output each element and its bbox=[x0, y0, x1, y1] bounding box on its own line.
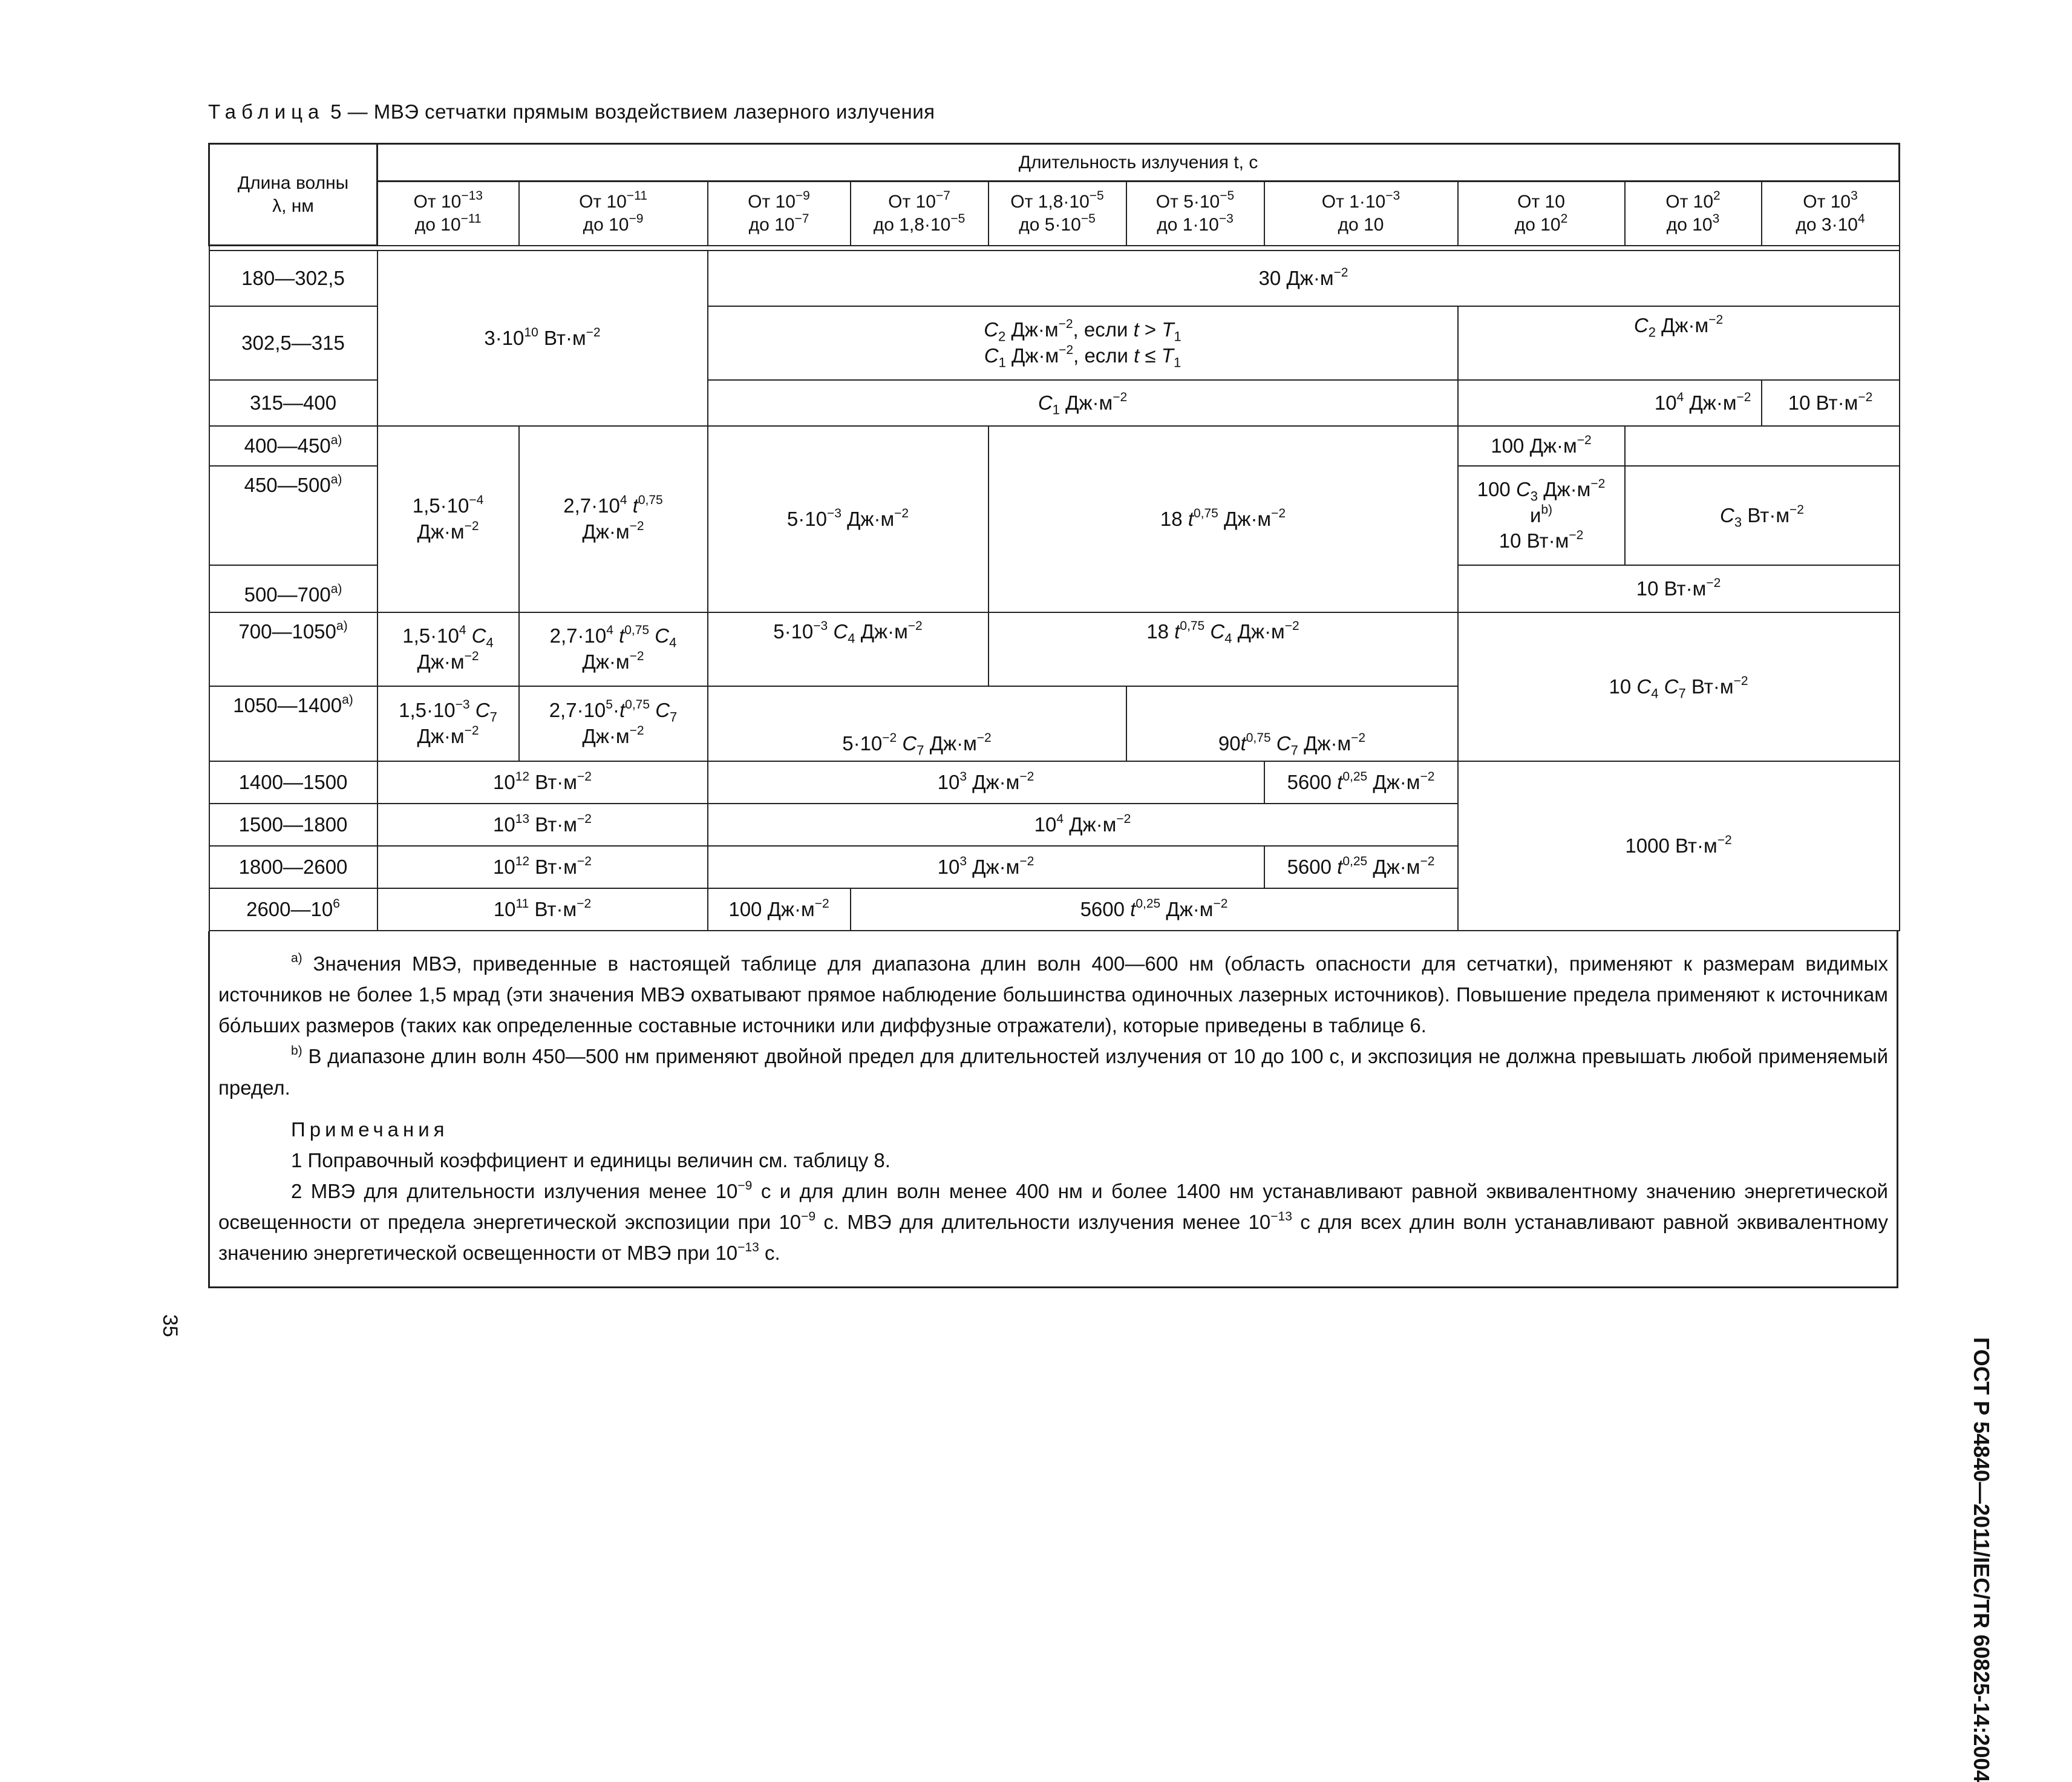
cell-c2-c1: $C_2$ $Дж\cdot м^{-2}$, если $t > T_1$ $C_1$ $Дж\cdot м^{-2}$, если $t \le T_1$ bbox=[708, 306, 1458, 380]
cell-1e3-dj-1400: $10^3$ $Дж\cdot м^{-2}$ bbox=[708, 761, 1264, 804]
row-label-180: 180—302,5 bbox=[209, 251, 377, 306]
row-label-1050: 1050—1400$^{a)}$ bbox=[209, 686, 377, 761]
header-col-9: От $10^2$ до $10^3$ bbox=[1625, 182, 1762, 246]
header-separator bbox=[209, 246, 1900, 251]
cell-5600-2600: 5600 $t^{0,25}$ $Дж\cdot м^{-2}$ bbox=[851, 888, 1458, 931]
header-col-6: От $5\cdot 10^{-5}$ до $1\cdot 10^{-3}$ bbox=[1126, 182, 1264, 246]
cell-5e-2-c7: $5\cdot 10^{-2}$ $C_7$ $Дж\cdot м^{-2}$ bbox=[708, 686, 1126, 761]
table-caption bbox=[208, 100, 935, 123]
header-col-7: От $1\cdot 10^{-3}$ до 10 bbox=[1264, 182, 1458, 246]
document-code: ГОСТ Р 54840—2011/IEC/TR 60825-14:2004 bbox=[1969, 1337, 1994, 1782]
cell-1-5e-3-c7: $1,5\cdot 10^{-3}$ $C_7$ $Дж\cdot м^{-2}$ bbox=[377, 686, 519, 761]
row-label-302: 302,5—315 bbox=[209, 306, 377, 380]
header-col-3: От $10^{-9}$ до $10^{-7}$ bbox=[708, 182, 851, 246]
cell-c2-right: $C_2$ $Дж\cdot м^{-2}$ bbox=[1458, 306, 1900, 380]
cell-100-dj-2600: 100 $Дж\cdot м^{-2}$ bbox=[708, 888, 851, 931]
cell-5600-1800: 5600 $t^{0,25}$ $Дж\cdot м^{-2}$ bbox=[1264, 846, 1458, 888]
table-notes bbox=[208, 931, 1898, 1288]
footnote-a: $^{a)}$ Значения МВЭ, приведенные в настоящей таблице для диапазона длин волн 400—600 нм (область опасности для сетчатки), применяют к размерам видимых источников не более 1,5 мрад (эти значения МВЭ охватывают прямое наблюдение большинства одиночных лазерных источников). Повышение предела применяют к источникам бо́льших размеров (таких как определенные составные источники или диффузные отражатели), которые приведены в таблице 6. bbox=[218, 951, 1888, 1037]
caption-label: Таблица bbox=[208, 100, 325, 123]
cell-1-5e-4: $1,5\cdot 10^{-4}$ $Дж\cdot м^{-2}$ bbox=[377, 426, 519, 612]
cell-c1-mid: $C_1$ $Дж\cdot м^{-2}$ bbox=[708, 380, 1458, 426]
footnote-b: $^{b)}$ В диапазоне длин волн 450—500 нм применяют двойной предел для длительностей излучения от 10 до 100 с, и экспозиция не должна превышать любой применяемый предел. bbox=[218, 1044, 1888, 1099]
cell-10-c4-c7: 10 $C_4$ $C_7$ $Вт\cdot м^{-2}$ bbox=[1458, 612, 1900, 761]
cell-1e4-dj-1500: $10^4$ $Дж\cdot м^{-2}$ bbox=[708, 804, 1458, 846]
header-col-2: От $10^{-11}$ до $10^{-9}$ bbox=[519, 182, 708, 246]
cell-empty-400 bbox=[1625, 426, 1900, 466]
cell-1e12-1400: $10^{12}$ $Вт\cdot м^{-2}$ bbox=[377, 761, 708, 804]
row-label-1400: 1400—1500 bbox=[209, 761, 377, 804]
row-label-450: 450—500$^{a)}$ bbox=[209, 466, 377, 565]
cell-1e3-dj-1800: $10^3$ $Дж\cdot м^{-2}$ bbox=[708, 846, 1264, 888]
cell-18t-c4: 18 $t^{0,75}$ $C_4$ $Дж\cdot м^{-2}$ bbox=[989, 612, 1458, 686]
header-col-1: От $10^{-13}$ до $10^{-11}$ bbox=[377, 182, 519, 246]
row-label-2600: $2600—10^6$ bbox=[209, 888, 377, 931]
cell-2-7e4-c4: $2,7\cdot 10^4$ $t^{0,75}$ $C_4$ $Дж\cdot м^{-2}$ bbox=[519, 612, 708, 686]
caption-title: — МВЭ сетчатки прямым воздействием лазерного излучения bbox=[347, 100, 935, 123]
cell-1e4-dj: $10^4$ $Дж\cdot м^{-2}$ bbox=[1458, 380, 1762, 426]
cell-5e-3: $5\cdot 10^{-3}$ $Дж\cdot м^{-2}$ bbox=[708, 426, 989, 612]
table-frame bbox=[208, 143, 1898, 1332]
caption-number: 5 bbox=[330, 100, 342, 123]
header-wavelength: Длина волны λ, нм bbox=[209, 144, 377, 246]
cell-1-5e4-c4: $1,5\cdot 10^4$ $C_4$ $Дж\cdot м^{-2}$ bbox=[377, 612, 519, 686]
header-col-10: От $10^3$ до $3\cdot 10^4$ bbox=[1762, 182, 1900, 246]
cell-c3-vt: $C_3$ $Вт\cdot м^{-2}$ bbox=[1625, 466, 1900, 565]
row-label-700: 700—1050$^{a)}$ bbox=[209, 612, 377, 686]
header-col-8: От 10 до $10^2$ bbox=[1458, 182, 1625, 246]
row-label-500: 500—700$^{a)}$ bbox=[209, 565, 377, 612]
cell-100-dj: 100 $Дж\cdot м^{-2}$ bbox=[1458, 426, 1625, 466]
cell-1000-vt: 1000 $Вт\cdot м^{-2}$ bbox=[1458, 761, 1900, 931]
header-duration: Длительность излучения t, с bbox=[377, 144, 1900, 182]
header-col-4: От $10^{-7}$ до $1,8\cdot 10^{-5}$ bbox=[851, 182, 989, 246]
row-label-400: 400—450$^{a)}$ bbox=[209, 426, 377, 466]
cell-5e-3-c4: $5\cdot 10^{-3}$ $C_4$ $Дж\cdot м^{-2}$ bbox=[708, 612, 989, 686]
cell-30-dj: 30 $Дж\cdot м^{-2}$ bbox=[708, 251, 1900, 306]
cell-90t-c7: $90t^{0,75}$ $C_7$ $Дж\cdot м^{-2}$ bbox=[1126, 686, 1458, 761]
cell-3e10: $3\cdot 10^{10}$ $Вт\cdot м^{-2}$ bbox=[377, 251, 708, 426]
note-2: 2 МВЭ для длительности излучения менее $10^{-9}$ с и для длин волн менее 400 нм и более 1400 нм устанавливают равной эквивалентному значению энергетической освещенности от предела энергетической экспозиции при $10^{-9}$ с. МВЭ для длительности излучения менее $10^{-13}$ с для всех длин волн устанавливают равной эквивалентному значению энергетической освещенности от МВЭ при $10^{-13}$ с. bbox=[218, 1178, 1888, 1265]
cell-1e11: $10^{11}$ $Вт\cdot м^{-2}$ bbox=[377, 888, 708, 931]
cell-1e13: $10^{13}$ $Вт\cdot м^{-2}$ bbox=[377, 804, 708, 846]
cell-10-vt-500: 10 $Вт\cdot м^{-2}$ bbox=[1458, 565, 1900, 612]
header-col-5: От $1,8\cdot 10^{-5}$ до $5\cdot 10^{-5}$ bbox=[989, 182, 1126, 246]
row-label-315: 315—400 bbox=[209, 380, 377, 426]
notes-heading: Примечания bbox=[291, 1118, 449, 1141]
cell-10-vt: 10 $Вт\cdot м^{-2}$ bbox=[1762, 380, 1900, 426]
cell-2-7e4-t: $2,7\cdot 10^4$ $t^{0,75}$ $Дж\cdot м^{-2}$ bbox=[519, 426, 708, 612]
note-1: 1 Поправочный коэффициент и единицы величин см. таблицу 8. bbox=[291, 1148, 891, 1171]
page-number: 35 bbox=[159, 1314, 181, 1337]
cell-2-7e5-c7: $2,7\cdot 10^5\cdot t^{0,75}$ $C_7$ $Дж\cdot м^{-2}$ bbox=[519, 686, 708, 761]
mpe-table bbox=[208, 143, 1900, 931]
cell-100-c3: 100 $C_3$ $Дж\cdot м^{-2}$ $и^{b)}$ 10 $Вт\cdot м^{-2}$ bbox=[1458, 466, 1625, 565]
row-label-1800: 1800—2600 bbox=[209, 846, 377, 888]
cell-18t: 18 $t^{0,75}$ $Дж\cdot м^{-2}$ bbox=[989, 426, 1458, 612]
cell-5600-1400: 5600 $t^{0,25}$ $Дж\cdot м^{-2}$ bbox=[1264, 761, 1458, 804]
cell-1e12-1800: $10^{12}$ $Вт\cdot м^{-2}$ bbox=[377, 846, 708, 888]
row-label-1500: 1500—1800 bbox=[209, 804, 377, 846]
